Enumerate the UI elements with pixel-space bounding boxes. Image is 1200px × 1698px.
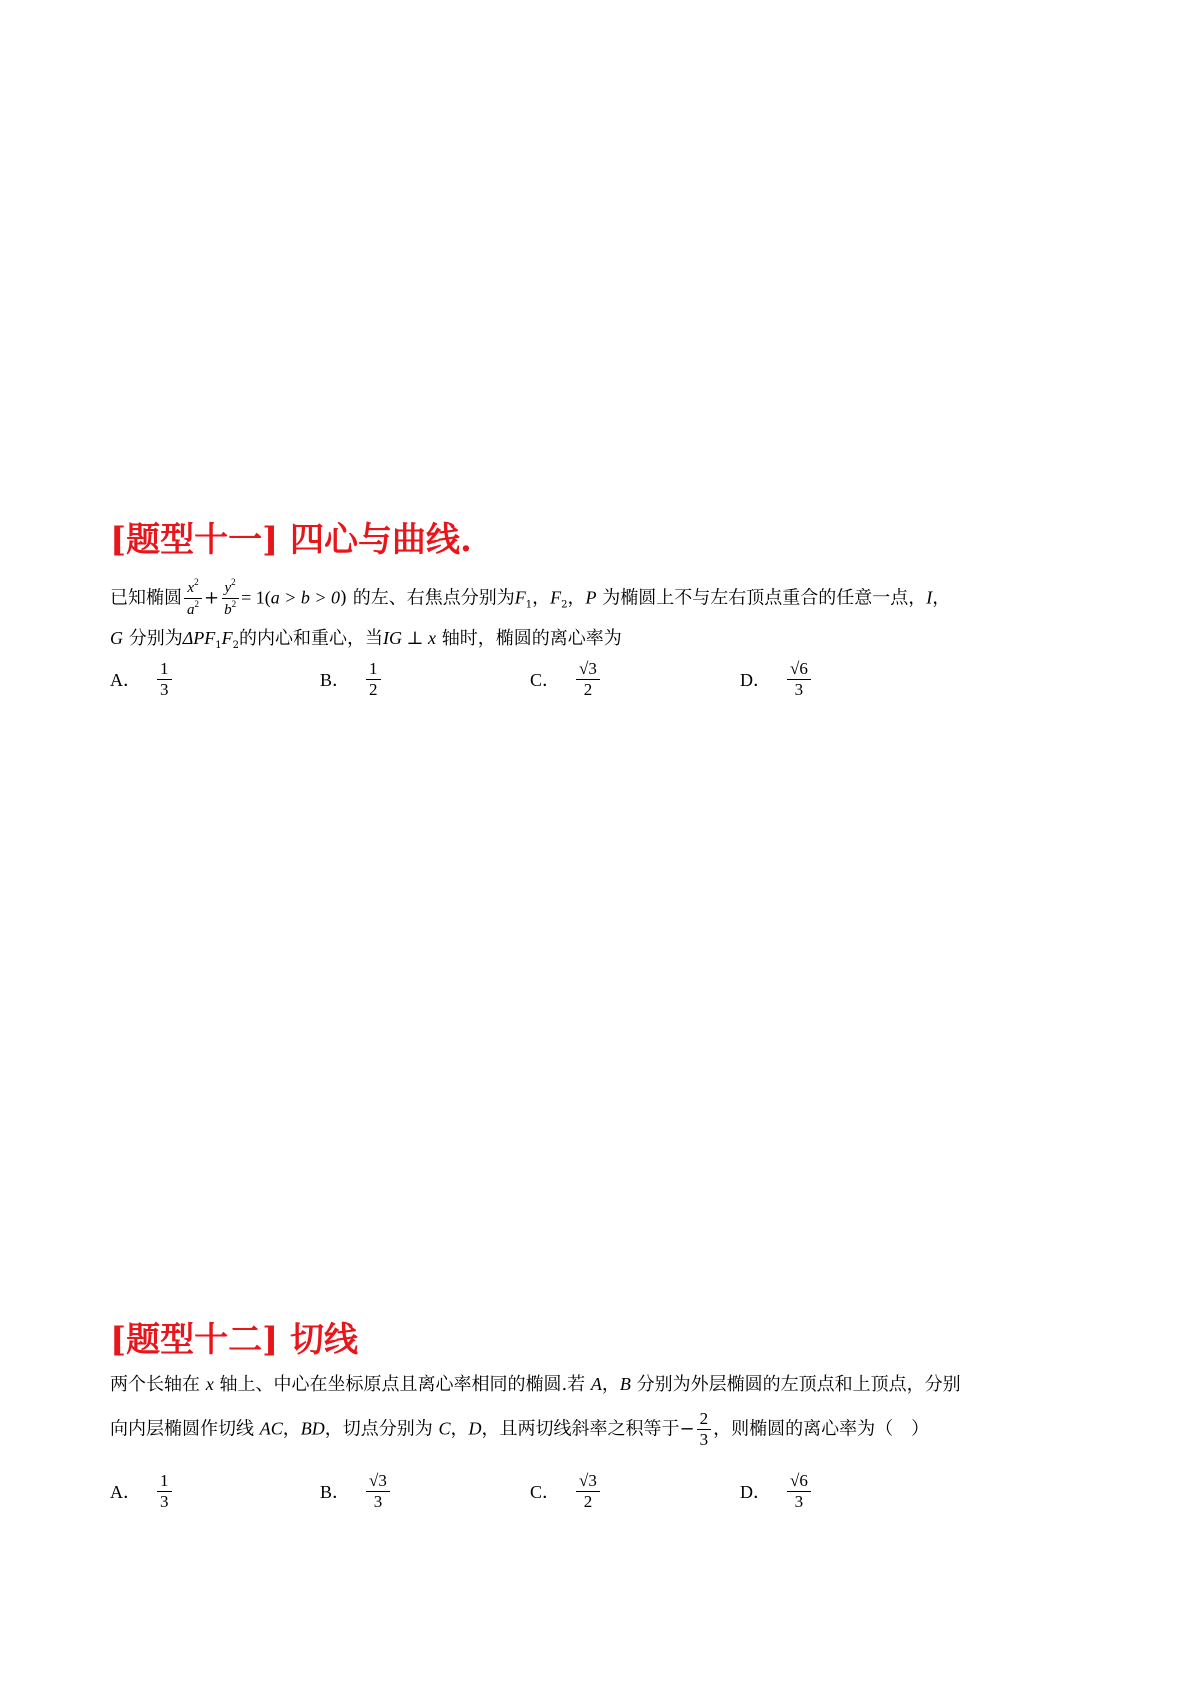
option-11-d[interactable]: D． $\frac{√6}{3}$	[740, 660, 813, 699]
question-11-line-1: 已知椭圆 $\frac{x^2}{a^2}$ + $\frac{y^2}{b^2}$ = 1(a > b > 0) 的左、右焦点分别为$F_1$，$F_2$，P 为椭圆上不与左右顶点重合的任意一点，I，	[110, 577, 951, 618]
option-12-c[interactable]: C． $\frac{√3}{2}$	[530, 1472, 602, 1511]
question-12-line-1: 两个长轴在 x 轴上、中心在坐标原点且离心率相同的椭圆.若 A，B 分别为外层椭圆的左顶点和上顶点，分别	[110, 1374, 961, 1395]
option-12-b[interactable]: B． $\frac{√3}{3}$	[320, 1472, 392, 1511]
question-12-line-2: 向内层椭圆作切线 AC，BD，切点分别为 C，D，且两切线斜率之积等于− $\frac{2}{3}$ ，则椭圆的离心率为（ ）	[110, 1409, 930, 1449]
option-12-d[interactable]: D． $\frac{√6}{3}$	[740, 1472, 813, 1511]
options-12	[110, 1472, 1110, 1532]
fraction-x2-a2: $\frac{x^2}{a^2}$	[184, 578, 202, 619]
section-12	[110, 1320, 1110, 1511]
section-11-heading: [题型十一] 四心与曲线.	[110, 520, 472, 560]
question-11-line-2: G 分别为$\Delta PF_1F_2$的内心和重心，当IG ⊥ x 轴时，椭圆的离心率为	[110, 628, 622, 651]
section-11	[110, 520, 1110, 699]
options-11	[110, 660, 1110, 720]
option-12-a[interactable]: A． $\frac{1}{3}$	[110, 1472, 174, 1511]
section-12-heading: [题型十二] 切线	[110, 1320, 359, 1360]
option-11-c[interactable]: C． $\frac{√3}{2}$	[530, 660, 602, 699]
option-11-b[interactable]: B． $\frac{1}{2}$	[320, 660, 383, 699]
fraction-y2-b2: $\frac{y^2}{b^2}$	[221, 578, 239, 619]
option-11-a[interactable]: A． $\frac{1}{3}$	[110, 660, 174, 699]
